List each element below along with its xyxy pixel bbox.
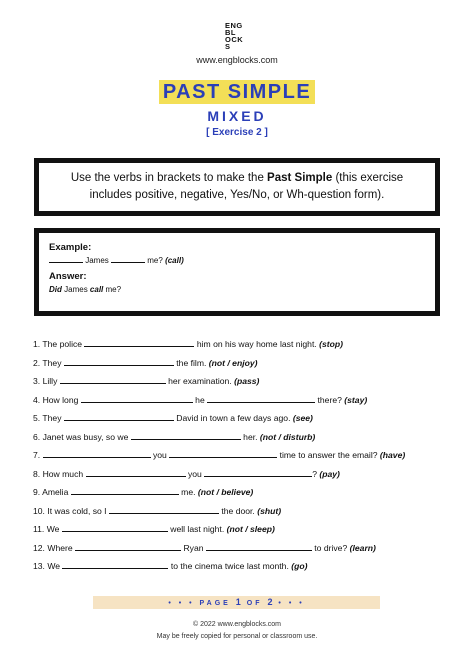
exercise-item (33, 449, 453, 468)
answer-blank[interactable] (131, 431, 241, 440)
exercise-item (33, 560, 453, 579)
instructions-bold: Past Simple (267, 172, 333, 184)
answer-word: James (64, 285, 88, 294)
answer-blank[interactable] (62, 560, 168, 569)
item-text: him on his way home last night. (196, 339, 317, 349)
instructions-before: Use the verbs in brackets to make the (70, 172, 268, 184)
site-url: www.engblocks.com (196, 55, 278, 65)
answer-blank[interactable] (206, 542, 312, 551)
exercise-item (33, 523, 453, 542)
copyright: © 2022 www.engblocks.com (192, 621, 282, 628)
item-text: The police (42, 339, 83, 349)
exercise-item (33, 542, 453, 561)
item-text: We (46, 524, 60, 534)
item-text: They (42, 413, 62, 423)
item-text: How much (42, 468, 84, 479)
item-text: to drive? (314, 542, 348, 553)
answer-blank[interactable] (86, 468, 186, 477)
answer-call: call (89, 285, 104, 294)
exercise-items (33, 338, 453, 579)
logo-line: ENG (225, 21, 243, 30)
instructions-box (34, 158, 440, 216)
answer-blank[interactable] (81, 394, 193, 403)
exercise-item (33, 468, 453, 487)
item-text: David in town a few days ago. (176, 413, 291, 423)
exercise-item (33, 375, 453, 394)
item-text: How long (42, 394, 79, 405)
exercise-item (33, 357, 453, 376)
example-line (49, 254, 425, 268)
item-text: ? (312, 468, 317, 479)
item-verb-hint: (not / disturb) (259, 431, 316, 442)
answer-blank[interactable] (169, 449, 277, 458)
item-text: there? (317, 394, 342, 405)
item-verb-hint: (stop) (319, 339, 344, 349)
item-verb-hint: (go) (291, 561, 308, 571)
exercise-item (33, 486, 453, 505)
logo-line: OCK (225, 35, 244, 44)
engblocks-logo (225, 22, 249, 50)
item-text: They (42, 357, 62, 368)
exercise-item (33, 338, 453, 357)
logo-line: BL (225, 28, 236, 37)
item-text: Janet was busy, so we (42, 431, 129, 442)
page-title: PAST SIMPLE (159, 80, 315, 104)
item-verb-hint: (learn) (349, 542, 376, 553)
item-number: 9. (33, 487, 41, 497)
item-text: Lilly (42, 376, 58, 386)
pager-of-word: OF (246, 600, 263, 607)
exercise-item (33, 505, 453, 524)
answer-blank[interactable] (84, 338, 194, 347)
answer-blank[interactable] (204, 468, 312, 477)
item-text: me. (181, 487, 196, 497)
pager-total: 2 (267, 597, 274, 607)
item-number: 7. (33, 450, 41, 460)
item-text: to the cinema twice last month. (170, 561, 289, 571)
item-verb-hint: (pay) (319, 468, 340, 479)
answer-blank[interactable] (64, 357, 174, 366)
answer-blank[interactable] (64, 412, 174, 421)
item-text: We (47, 561, 61, 571)
item-verb-hint: (not / believe) (197, 487, 254, 497)
item-text: he (195, 394, 205, 405)
item-verb-hint: (stay) (344, 394, 368, 405)
answer-blank[interactable] (71, 486, 179, 495)
item-text: time to answer the email? (279, 450, 378, 460)
example-heading: Example: (49, 242, 92, 253)
answer-blank[interactable] (207, 394, 315, 403)
item-verb-hint: (have) (379, 450, 406, 460)
title-wrap (0, 80, 474, 104)
item-verb-hint: (pass) (234, 376, 260, 386)
item-verb-hint: (not / sleep) (226, 524, 275, 534)
item-text: you (152, 450, 167, 460)
page-indicator (93, 596, 380, 609)
answer-line (49, 283, 425, 296)
item-number: 5. (33, 413, 41, 423)
item-verb-hint: (not / enjoy) (208, 357, 258, 368)
instructions-after: (this exercise includes positive, negative, Yes/No, or Wh-question form). (89, 172, 404, 201)
item-text: well last night. (170, 524, 225, 534)
instructions-text (49, 170, 425, 204)
answer-word: me? (105, 285, 122, 294)
item-number: 11. (33, 524, 45, 534)
usage-note: May be freely copied for personal or classroom use. (156, 633, 318, 640)
answer-blank[interactable] (60, 375, 166, 384)
example-verb: (call) (165, 256, 184, 265)
item-number: 4. (33, 394, 41, 405)
answer-heading: Answer: (49, 271, 87, 282)
item-text: Ryan (183, 542, 204, 553)
exercise-item (33, 412, 453, 431)
item-text: you (187, 468, 202, 479)
logo-line: S (225, 42, 231, 51)
pager-dots: • • • (168, 600, 195, 607)
example-blank (111, 254, 145, 263)
item-number: 3. (33, 376, 41, 386)
pager-page-word: PAGE (199, 600, 231, 607)
exercise-item (33, 431, 453, 450)
item-number: 13. (33, 561, 45, 571)
item-number: 6. (33, 431, 41, 442)
page-subtitle: MIXED (207, 108, 267, 124)
item-text: Amelia (42, 487, 69, 497)
exercise-item (33, 394, 453, 413)
exercise-label: [ Exercise 2 ] (206, 127, 268, 138)
pager-current: 1 (235, 597, 242, 607)
item-text: her examination. (168, 376, 232, 386)
answer-blank[interactable] (109, 505, 219, 514)
example-blank (49, 254, 83, 263)
item-text: Where (47, 542, 73, 553)
item-text: her. (243, 431, 258, 442)
item-number: 10. (33, 505, 45, 516)
answer-blank[interactable] (62, 523, 168, 532)
item-text: It was cold, so I (47, 505, 107, 516)
answer-did: Did (49, 285, 62, 294)
item-number: 12. (33, 542, 45, 553)
pager-dots: • • • (278, 600, 305, 607)
item-text: the film. (176, 357, 207, 368)
example-word: me? (147, 256, 163, 265)
example-word: James (85, 256, 109, 265)
example-box (34, 228, 440, 316)
item-text: the door. (221, 505, 255, 516)
item-verb-hint: (shut) (257, 505, 282, 516)
item-verb-hint: (see) (292, 413, 313, 423)
answer-blank[interactable] (43, 449, 151, 458)
item-number: 2. (33, 357, 41, 368)
answer-blank[interactable] (75, 542, 181, 551)
item-number: 8. (33, 468, 41, 479)
item-number: 1. (33, 339, 41, 349)
